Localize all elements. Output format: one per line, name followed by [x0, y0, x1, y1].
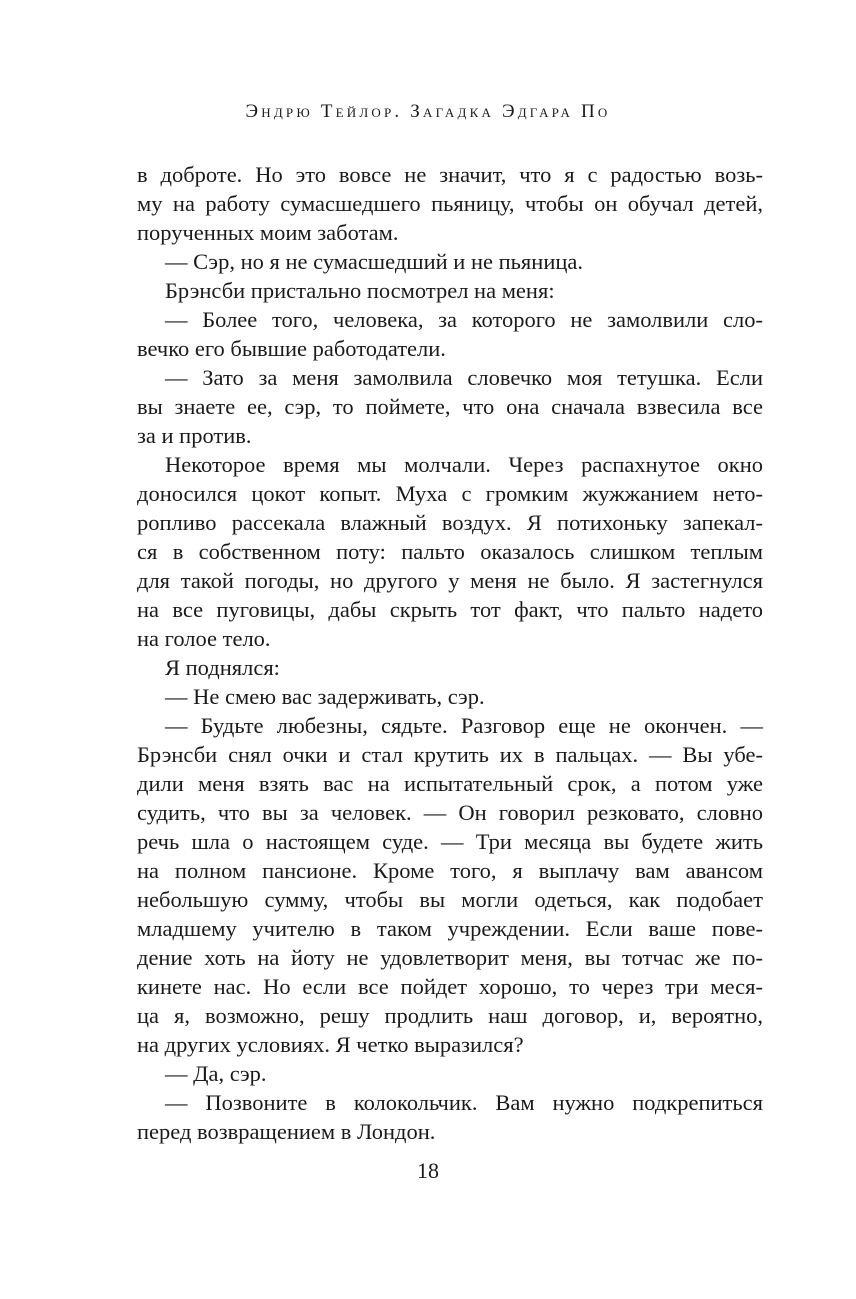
text-line: — Позвоните в колокольчик. Вам нужно подкрепиться [165, 1090, 763, 1115]
text-line: Я поднялся: [165, 655, 280, 680]
text-line: Брэнсби пристально посмотрел на меня: [165, 278, 555, 303]
text-line: Некоторое время мы молчали. Через распахнутое окно [165, 452, 763, 477]
body-text [137, 160, 763, 1146]
text-line: вечко его бывшие работодатели. [137, 336, 446, 361]
page-number: 18 [417, 1158, 439, 1183]
text-line: в доброте. Но это вовсе не значит, что я с радостью возь- [137, 162, 763, 187]
text-line: за и против. [137, 423, 252, 448]
text-line: для такой погоды, но другого у меня не было. Я застегнулся [137, 568, 763, 593]
text-line: му на работу сумасшедшего пьяницу, чтобы он обучал детей, [137, 191, 763, 216]
text-line: — Будьте любезны, сядьте. Разговор еще не окончен. — [165, 713, 763, 738]
text-line: перед возвращением в Лондон. [137, 1119, 436, 1144]
text-line: — Более того, человека, за которого не замолвили сло- [165, 307, 763, 332]
text-line: ся в собственном поту: пальто оказалось слишком теплым [137, 539, 763, 564]
text-line: на полном пансионе. Кроме того, я выплачу вам авансом [137, 858, 763, 883]
text-line: кинете нас. Но если все пойдет хорошо, то через три меся- [137, 974, 763, 999]
text-line: судить, что вы за человек. — Он говорил резковато, словно [137, 800, 763, 825]
text-line: дили меня взять вас на испытательный срок, а потом уже [137, 771, 763, 796]
text-line: ца я, возможно, решу продлить наш договор, и, вероятно, [137, 1003, 763, 1028]
text-line: вы знаете ее, сэр, то поймете, что она сначала взвесила все [137, 394, 763, 419]
text-line: — Зато за меня замолвила словечко моя тетушка. Если [165, 365, 763, 390]
text-line: небольшую сумму, чтобы вы могли одеться, как подобает [137, 887, 763, 912]
text-line: на голое тело. [137, 626, 271, 651]
text-line: порученных моим заботам. [137, 220, 399, 245]
text-line: дение хоть на йоту не удовлетворит меня, вы тотчас же по- [137, 945, 763, 970]
text-line: речь шла о настоящем суде. — Три месяца вы будете жить [137, 829, 763, 854]
text-line: — Не смею вас задерживать, сэр. [165, 684, 485, 709]
text-line: — Да, сэр. [165, 1061, 267, 1086]
text-line: Брэнсби снял очки и стал крутить их в пальцах. — Вы убе- [137, 742, 763, 767]
running-head: Эндрю Тейлор. Загадка Эдгара По [245, 101, 611, 122]
text-line: младшему учителю в таком учреждении. Если ваше пове- [137, 916, 763, 941]
text-line: — Сэр, но я не сумасшедший и не пьяница. [165, 249, 584, 274]
text-line: на других условиях. Я четко выразился? [137, 1032, 524, 1057]
text-line: на все пуговицы, дабы скрыть тот факт, что пальто надето [137, 597, 763, 622]
text-line: доносился цокот копыт. Муха с громким жужжанием нето- [137, 481, 763, 506]
text-line: ропливо рассекала влажный воздух. Я потихоньку запекал- [137, 510, 763, 535]
